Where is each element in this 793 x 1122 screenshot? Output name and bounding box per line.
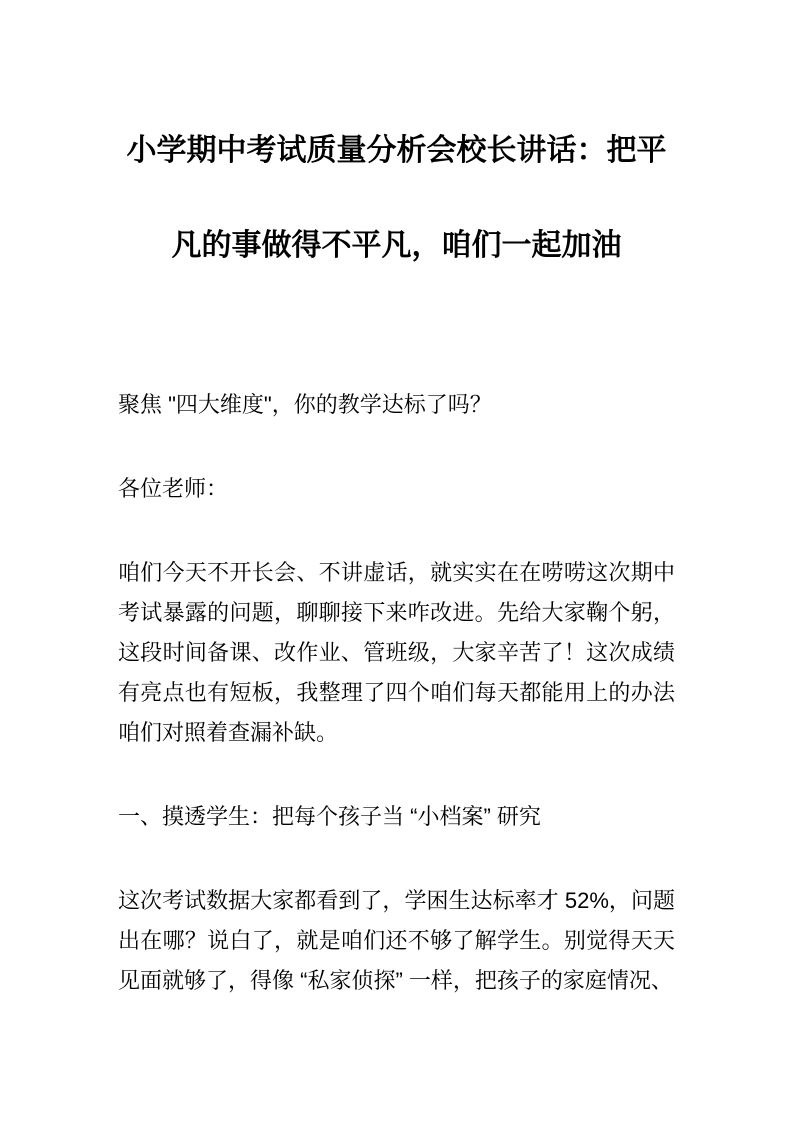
salutation: 各位老师： — [118, 476, 229, 501]
section-1-heading: 一、摸透学生：把每个孩子当 “小档案” 研究 — [118, 804, 541, 829]
section-1-paragraph: 这次考试数据大家都看到了，学困生达标率才 52%，问题出在哪？说白了，就是咱们还不够了解学生。别觉得天天见面就够了，得像 “私家侦探” 一样，把孩子的家庭情况、 — [118, 888, 675, 993]
document-title-line-1: 小学期中考试质量分析会校长讲话：把平 — [126, 134, 667, 167]
document-title-line-2: 凡的事做得不平凡，咱们一起加油 — [171, 229, 622, 262]
document-title — [118, 103, 675, 293]
opening-paragraph: 咱们今天不开长会、不讲虚话，就实实在在唠唠这次期中考试暴露的问题，聊聊接下来咋改进。先给大家鞠个躬，这段时间备课、改作业、管班级，大家辛苦了！这次成绩有亮点也有短板，我整理了四个咱们每天都能用上的办法咱们对照着查漏补缺。 — [118, 560, 675, 745]
lead-question-paragraph: 聚焦 "四大维度"，你的教学达标了吗？ — [118, 392, 492, 417]
